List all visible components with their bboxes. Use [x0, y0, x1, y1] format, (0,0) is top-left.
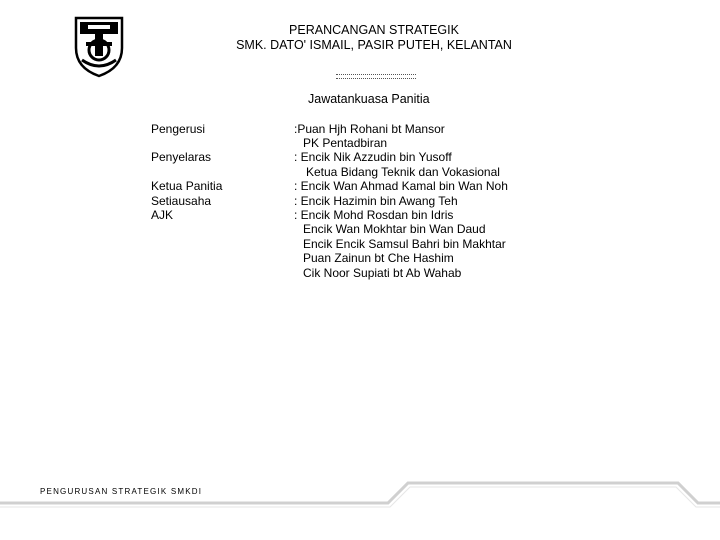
role-ketua-panitia: Ketua Panitia: [151, 179, 223, 193]
committee-heading: Jawatankuasa Panitia: [308, 92, 430, 106]
member-line: : Encik Hazimin bin Awang Teh: [294, 194, 458, 208]
member-line: PK Pentadbiran: [303, 136, 388, 150]
school-crest-logo: [68, 14, 130, 78]
role-penyelaras: Penyelaras: [151, 150, 212, 164]
member-line: : Encik Wan Ahmad Kamal bin Wan Noh: [294, 179, 508, 193]
role-pengerusi: Pengerusi: [151, 122, 206, 136]
school-crest-icon: [68, 14, 130, 78]
role-ajk: AJK: [151, 208, 174, 222]
header-title-line-1: PERANCANGAN STRATEGIK: [289, 23, 459, 37]
member-line: Cik Noor Supiati bt Ab Wahab: [303, 266, 462, 280]
role-setiausaha: Setiausaha: [151, 194, 212, 208]
member-line: : Encik Nik Azzudin bin Yusoff: [294, 150, 452, 164]
header-title-line-2: SMK. DATO' ISMAIL, PASIR PUTEH, KELANTAN: [236, 38, 512, 52]
member-line: Ketua Bidang Teknik dan Vokasional: [306, 165, 500, 179]
member-line: : Encik Mohd Rosdan bin Idris: [294, 208, 454, 222]
member-line: Encik Encik Samsul Bahri bin Makhtar: [303, 237, 506, 251]
decorative-divider: [336, 74, 416, 79]
member-line: Encik Wan Mokhtar bin Wan Daud: [303, 222, 486, 236]
member-line: Puan Zainun bt Che Hashim: [303, 251, 454, 265]
footer-text: PENGURUSAN STRATEGIK SMKDI: [40, 487, 203, 496]
member-line: :Puan Hjh Rohani bt Mansor: [294, 122, 445, 136]
